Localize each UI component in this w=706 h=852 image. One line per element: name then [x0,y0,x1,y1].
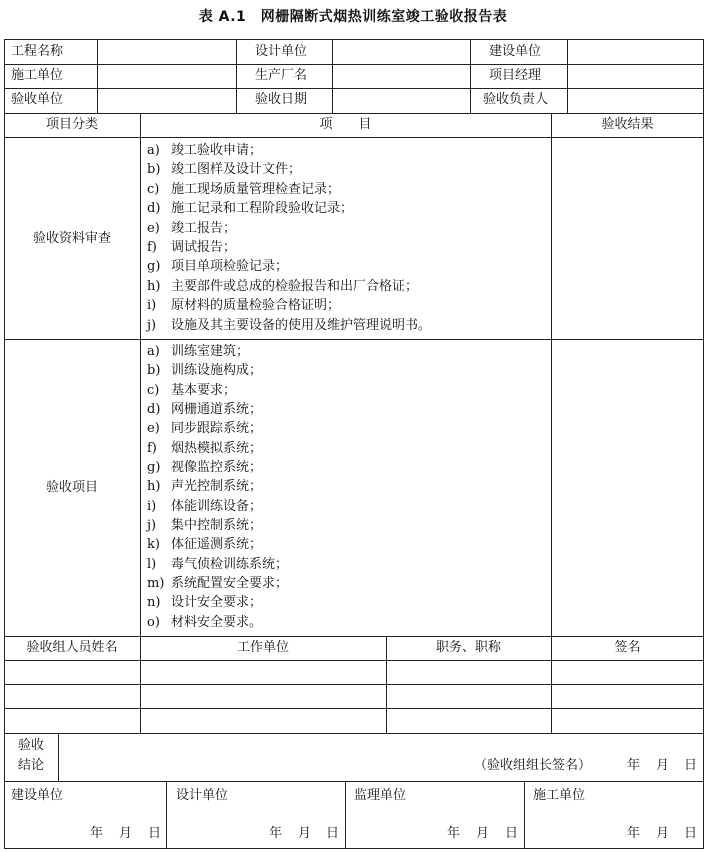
header-label-acceptance-unit: 验收单位 [11,92,64,107]
header-label-acceptance-lead: 验收负责人 [483,92,549,107]
header-label-project-name: 工程名称 [11,44,64,59]
list-item: g) 项目单项检验记录； [147,259,289,275]
header-label-project-manager: 项目经理 [489,68,542,83]
list-item: h) 声光控制系统； [147,479,263,495]
signoff-owner-day: 日 [148,826,162,841]
signoff-contractor-month: 月 [656,826,670,841]
list-item: e) 竣工报告； [147,220,237,236]
signoff-label-owner: 建设单位 [11,788,64,803]
members-header-signature: 签名 [614,640,641,655]
signoff-contractor-year: 年 [627,826,641,841]
document-title: 表 A.1 网栅隔断式烟热训练室竣工验收报告表 [198,9,508,25]
signoff-label-contractor: 施工单位 [533,788,586,803]
list-item: j) 集中控制系统； [147,518,263,534]
list-item: k) 体征遥测系统； [147,537,263,553]
column-header-result: 验收结果 [601,117,654,132]
members-header-name: 验收组人员姓名 [26,640,118,655]
signoff-label-designer: 设计单位 [176,788,229,803]
header-label-design-unit: 设计单位 [255,44,308,59]
conclusion-date-day: 日 [684,758,698,773]
list-item: i) 原材料的质量检验合格证明； [147,298,341,314]
list-item: l) 毒气侦检训练系统； [147,556,289,572]
list-item: i) 体能训练设备； [147,498,263,514]
header-label-manufacturer: 生产厂名 [255,68,308,83]
header-label-construction-owner: 建设单位 [489,44,542,59]
list-item: o) 材料安全要求。 [147,614,263,630]
list-item: a) 训练室建筑； [147,344,250,359]
conclusion-label-line2: 结论 [18,758,45,773]
signoff-contractor-day: 日 [684,826,698,841]
section-label-documents: 验收资料审查 [32,231,111,246]
header-label-contractor: 施工单位 [11,68,64,83]
list-item: b) 竣工图样及设计文件； [147,162,302,178]
conclusion-label-line1: 验收 [18,738,45,753]
header-label-acceptance-date: 验收日期 [255,92,308,107]
list-item: j) 设施及其主要设备的使用及维护管理说明书。 [147,317,432,333]
signoff-supervisor-year: 年 [447,826,461,841]
signoff-supervisor-month: 月 [476,826,490,841]
conclusion-date-year: 年 [627,758,641,773]
list-item: b) 训练设施构成； [147,363,263,379]
list-item: d) 施工记录和工程阶段验收记录； [147,201,354,217]
list-item: n) 设计安全要求； [147,595,263,611]
signoff-designer-year: 年 [269,826,283,841]
column-header-items: 项 目 [319,117,372,132]
column-header-category: 项目分类 [45,117,98,132]
list-item: c) 基本要求； [147,382,237,398]
list-item: f) 烟热模拟系统； [147,440,263,456]
list-item: c) 施工现场质量管理检查记录； [147,181,341,197]
section-label-inspection-items: 验收项目 [45,480,98,495]
signoff-supervisor-day: 日 [505,826,519,841]
list-item: e) 同步跟踪系统； [147,421,263,437]
signoff-label-supervisor: 监理单位 [354,788,407,803]
list-item: m) 系统配置安全要求； [147,576,289,592]
signoff-owner-year: 年 [90,826,104,841]
list-item: g) 视像监控系统； [147,460,263,476]
members-header-work-unit: 工作单位 [236,640,289,655]
members-header-title: 职务、职称 [435,640,501,655]
inspection-items-list [147,342,288,632]
signoff-owner-month: 月 [119,826,133,841]
list-item: a) 竣工验收申请； [147,143,263,158]
list-item: h) 主要部件或总成的检验报告和出厂合格证； [147,278,419,294]
document-review-list [147,141,431,335]
signoff-designer-day: 日 [326,826,340,841]
leader-signature-note: （验收组组长签名） [474,758,592,773]
list-item: f) 调试报告； [147,239,237,255]
conclusion-date-month: 月 [656,758,670,773]
signoff-designer-month: 月 [298,826,312,841]
list-item: d) 网栅通道系统； [147,402,263,418]
